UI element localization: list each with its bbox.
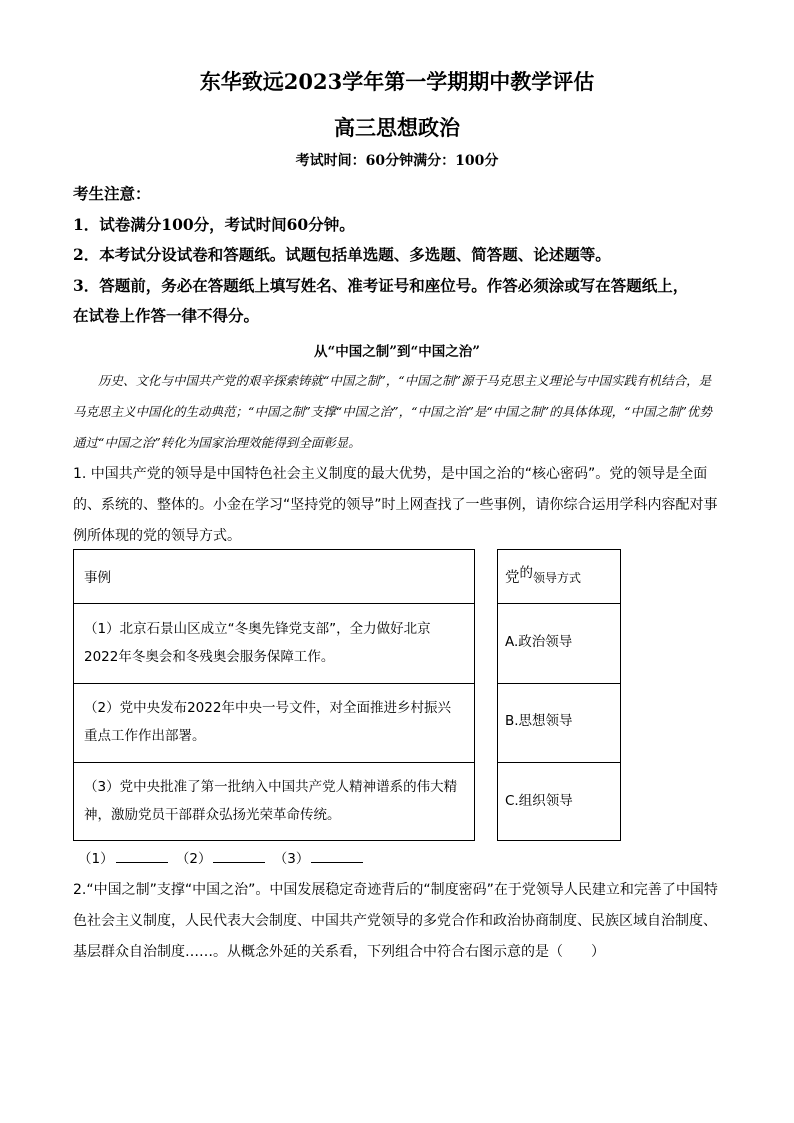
table-divider bbox=[498, 603, 620, 604]
blank-label-1: （1） bbox=[78, 851, 114, 867]
blank-label-2: （2） bbox=[175, 851, 212, 867]
section-title: 从“中国之制”到“中国之治” bbox=[313, 344, 481, 360]
section-passage: 历史、文化与中国共产党的艰辛探索铸就“中国之制”，“中国之制”源于马克思主义理论与中国实践有机结合，是马克思主义中国化的生动典范；“中国之制”支撑“中国之治”，“中国之治”是“中国之制”的具体体现，“中国之制”优势通过“中国之治”转化为国家治理效能得到全面彰显。 bbox=[73, 373, 712, 450]
case-1: （1）北京石景山区成立“冬奥先锋党支部”，全力做好北京2022年冬奥会和冬残奥会服务保障工作。 bbox=[84, 621, 431, 665]
answer-blank-2[interactable] bbox=[213, 848, 265, 863]
exam-info: 考试时间：60分钟满分：100分 bbox=[295, 153, 499, 169]
case-2: （2）党中央发布2022年中央一号文件，对全面推进乡村振兴重点工作作出部署。 bbox=[84, 700, 451, 744]
notice-heading: 考生注意： bbox=[73, 184, 151, 203]
notice-item-1: 1．试卷满分100分，考试时间60分钟。 bbox=[73, 215, 355, 234]
cases-header: 事例 bbox=[84, 570, 111, 586]
option-b: B.思想领导 bbox=[505, 713, 573, 729]
table-divider bbox=[74, 603, 474, 604]
answer-blanks bbox=[78, 847, 367, 867]
exam-title: 东华致远2023学年第一学期期中教学评估 bbox=[199, 69, 595, 94]
blank-label-3: （3） bbox=[273, 851, 310, 867]
answer-blank-1[interactable] bbox=[116, 848, 168, 863]
table-divider bbox=[498, 762, 620, 763]
question-1-text: 1. 中国共产党的领导是中国特色社会主义制度的最大优势，是中国之治的“核心密码”。党的领导是全面的、系统的、整体的。小金在学习“坚持党的领导”时上网查找了一些事例，请你综合运用学科内容配对事例所体现的党的领导方式。 bbox=[73, 466, 718, 544]
case-3: （3）党中央批准了第一批纳入中国共产党人精神谱系的伟大精神，激励党员干部群众弘扬光荣革命传统。 bbox=[84, 779, 458, 823]
option-c: C.组织领导 bbox=[505, 793, 573, 809]
notice-item-2: 2．本考试分设试卷和答题纸。试题包括单选题、多选题、简答题、论述题等。 bbox=[73, 245, 611, 264]
options-header: 党的领导方式 bbox=[505, 565, 582, 586]
options-table bbox=[497, 549, 621, 841]
question-2-text: 2.“中国之制”支撑“中国之治”。中国发展稳定奇迹背后的“制度密码”在于党领导人民建立和完善了中国特色社会主义制度，人民代表大会制度、中国共产党领导的多党合作和政治协商制度、民族区域自治制度、基层群众自治制度……。从概念外延的关系看，下列组合中符合右图示意的是（ ） bbox=[73, 882, 718, 960]
option-a: A.政治领导 bbox=[505, 634, 573, 650]
table-divider bbox=[74, 762, 474, 763]
cases-table bbox=[73, 549, 475, 841]
notice-item-3-cont: 在试卷上作答一律不得分。 bbox=[73, 306, 260, 325]
exam-subject: 高三思想政治 bbox=[334, 115, 460, 140]
table-divider bbox=[498, 683, 620, 684]
notice-item-3: 3．答题前，务必在答题纸上填写姓名、准考证号和座位号。作答必须涂或写在答题纸上， bbox=[73, 276, 689, 295]
table-divider bbox=[74, 683, 474, 684]
answer-blank-3[interactable] bbox=[311, 848, 363, 863]
